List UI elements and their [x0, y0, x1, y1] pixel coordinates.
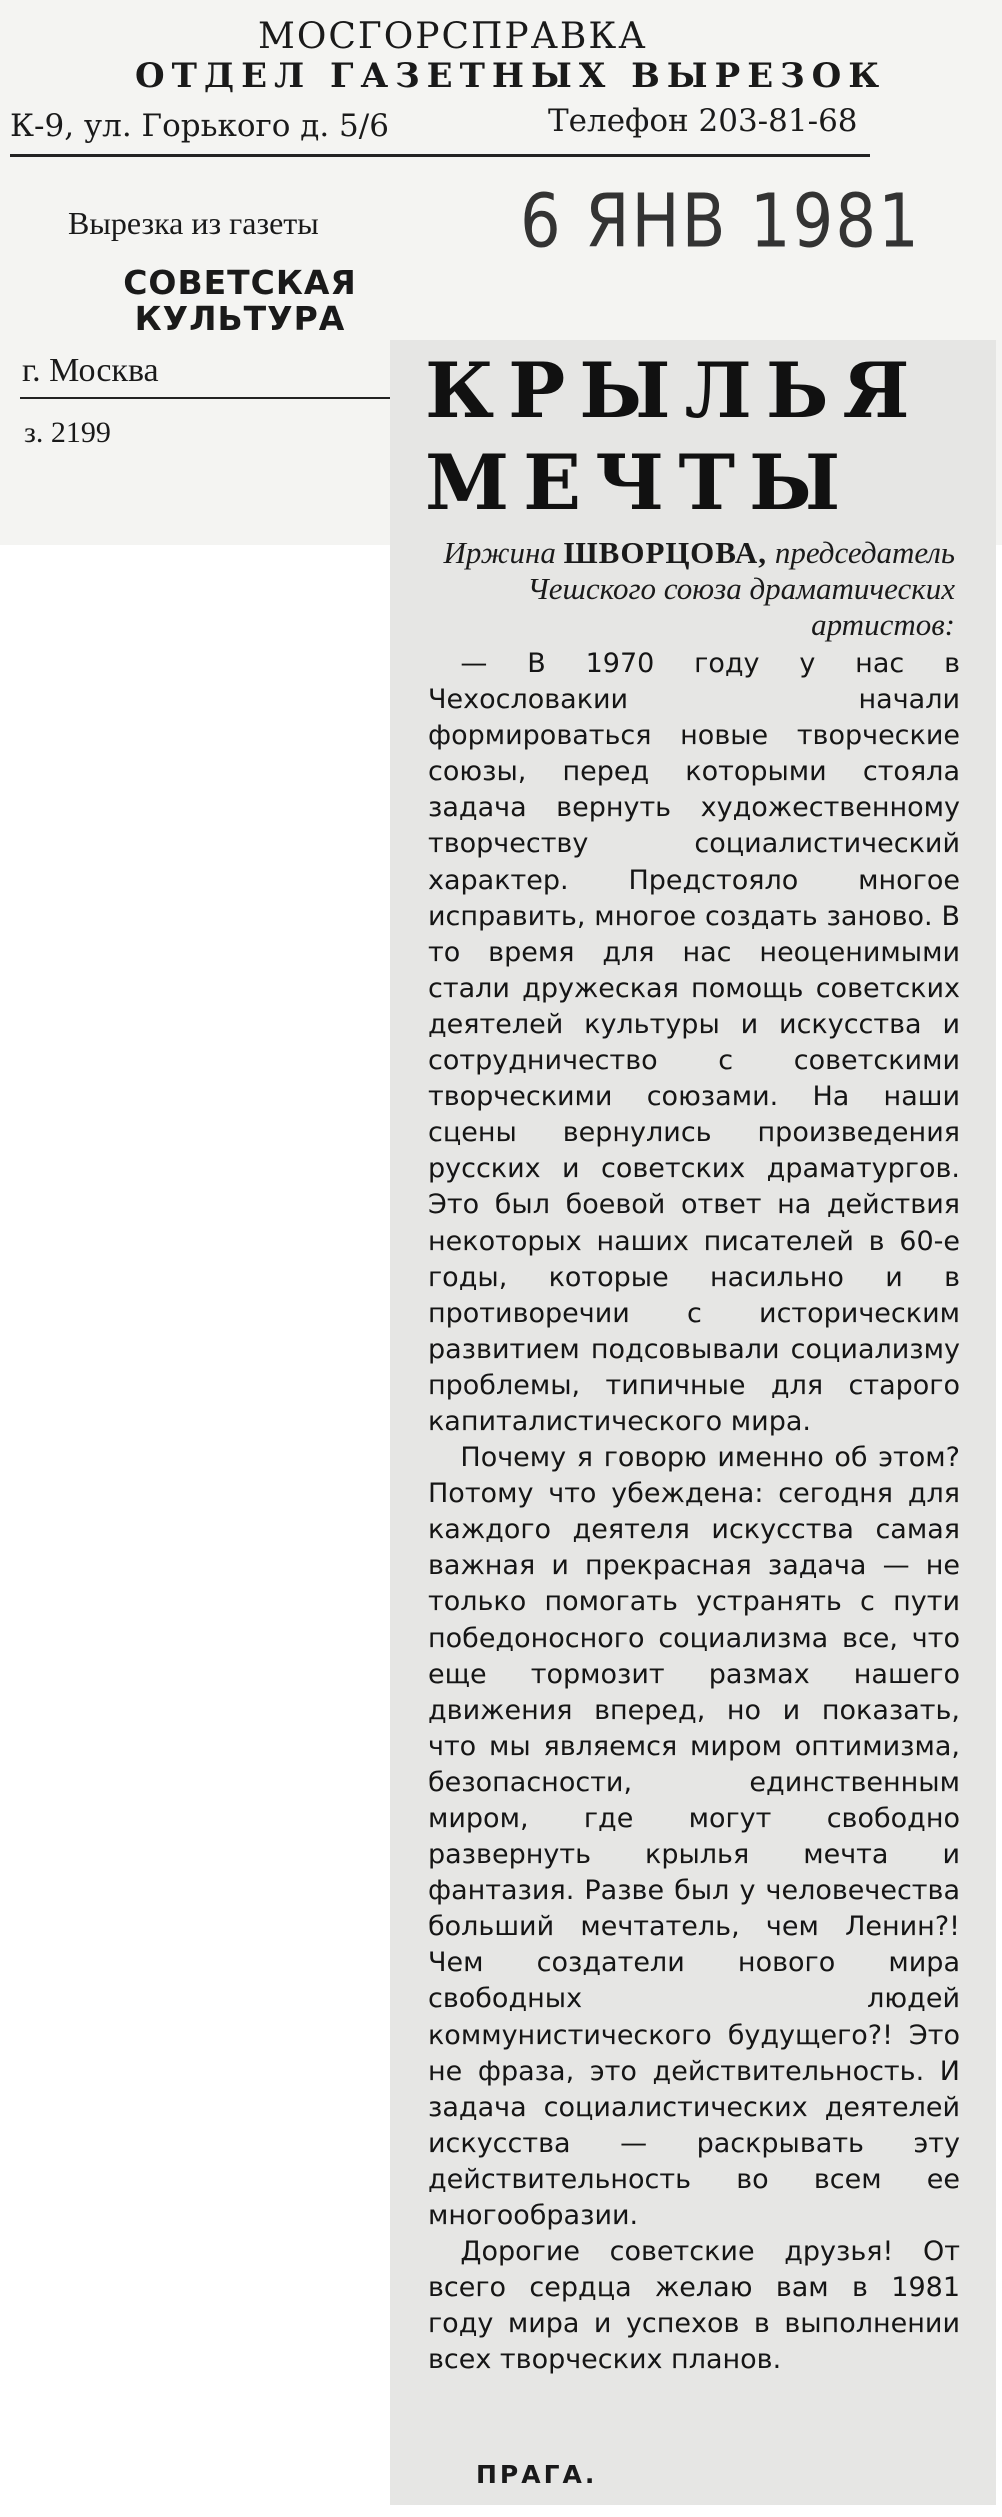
clipping-label: Вырезка из газеты: [68, 205, 319, 241]
article-headline: [425, 345, 924, 529]
headline-line-2: МЕЧТЫ: [425, 438, 855, 527]
agency-block: [0, 8, 1002, 144]
agency-address: К-9, ул. Горького д. 5/6: [10, 108, 389, 144]
author-first-name: Иржина: [443, 535, 556, 570]
article-signoff: ПРАГА.: [476, 2460, 598, 2489]
date-stamp: 6 ЯНВ 1981: [520, 180, 921, 266]
agency-name: МОСГОРСПРАВКА: [258, 16, 648, 57]
newspaper-name: СОВЕТСКАЯ КУЛЬТУРА: [123, 263, 357, 338]
order-number: з. 2199: [24, 416, 111, 449]
header-rule: [10, 154, 870, 157]
paragraph: Почему я говорю именно об этом? Потому что убеждена: сегодня для каждого деятеля искусства самая важная и прекрасная задача — не только помогать устранять с пути победоносного социализма все, что еще тормозит размах нашего движения вперед, но и показать, что мы являемся миром оптимизма, безопасности, единственным миром, где могут свободно развернуть крылья мечта и фантазия. Разве был у человечества больший мечтатель, чем Ленин?! Чем создатели нового мира свободных людей коммунистического будущего?! Это не фраза, это действительность. И задача социалистических деятелей искусства — раскрывать эту действительность во всем ее многообразии.: [428, 1442, 960, 2232]
agency-phone: Телефон 203-81-68: [548, 103, 858, 139]
byline: [420, 535, 955, 643]
article-body: [428, 646, 960, 2379]
agency-department: ОТДЕЛ ГАЗЕТНЫХ ВЫРЕЗОК: [135, 56, 887, 96]
author-role: председатель Чешского союза драматических артистов:: [527, 535, 955, 642]
author-surname: ШВОРЦОВА,: [563, 535, 768, 570]
paragraph: — В 1970 году у нас в Чехословакии начали формироваться новые творческие союзы, перед которыми стояла задача вернуть художественному творчеству социалистический характер. Предстояло многое исправить, многое создать заново. В то время для нас неоценимыми стали дружеская помощь советских деятелей культуры и искусства и сотрудничество с советскими творческими союзами. На наши сцены вернулись произведения русских и советских драматургов. Это был боевой ответ на действия некоторых наших писателей в 60-е годы, которые насильно и в противоречии с историческим развитием подсовывали социализму проблемы, типичные для старого капиталистического мира.: [428, 648, 960, 1437]
city-rule: [20, 397, 390, 399]
headline-line-1: КРЫЛЬЯ: [425, 346, 924, 435]
city-label: г. Москва: [22, 352, 159, 389]
paragraph: Дорогие советские друзья! От всего сердца желаю вам в 1981 году мира и успехов в выполнении всех творческих планов.: [428, 2236, 960, 2376]
